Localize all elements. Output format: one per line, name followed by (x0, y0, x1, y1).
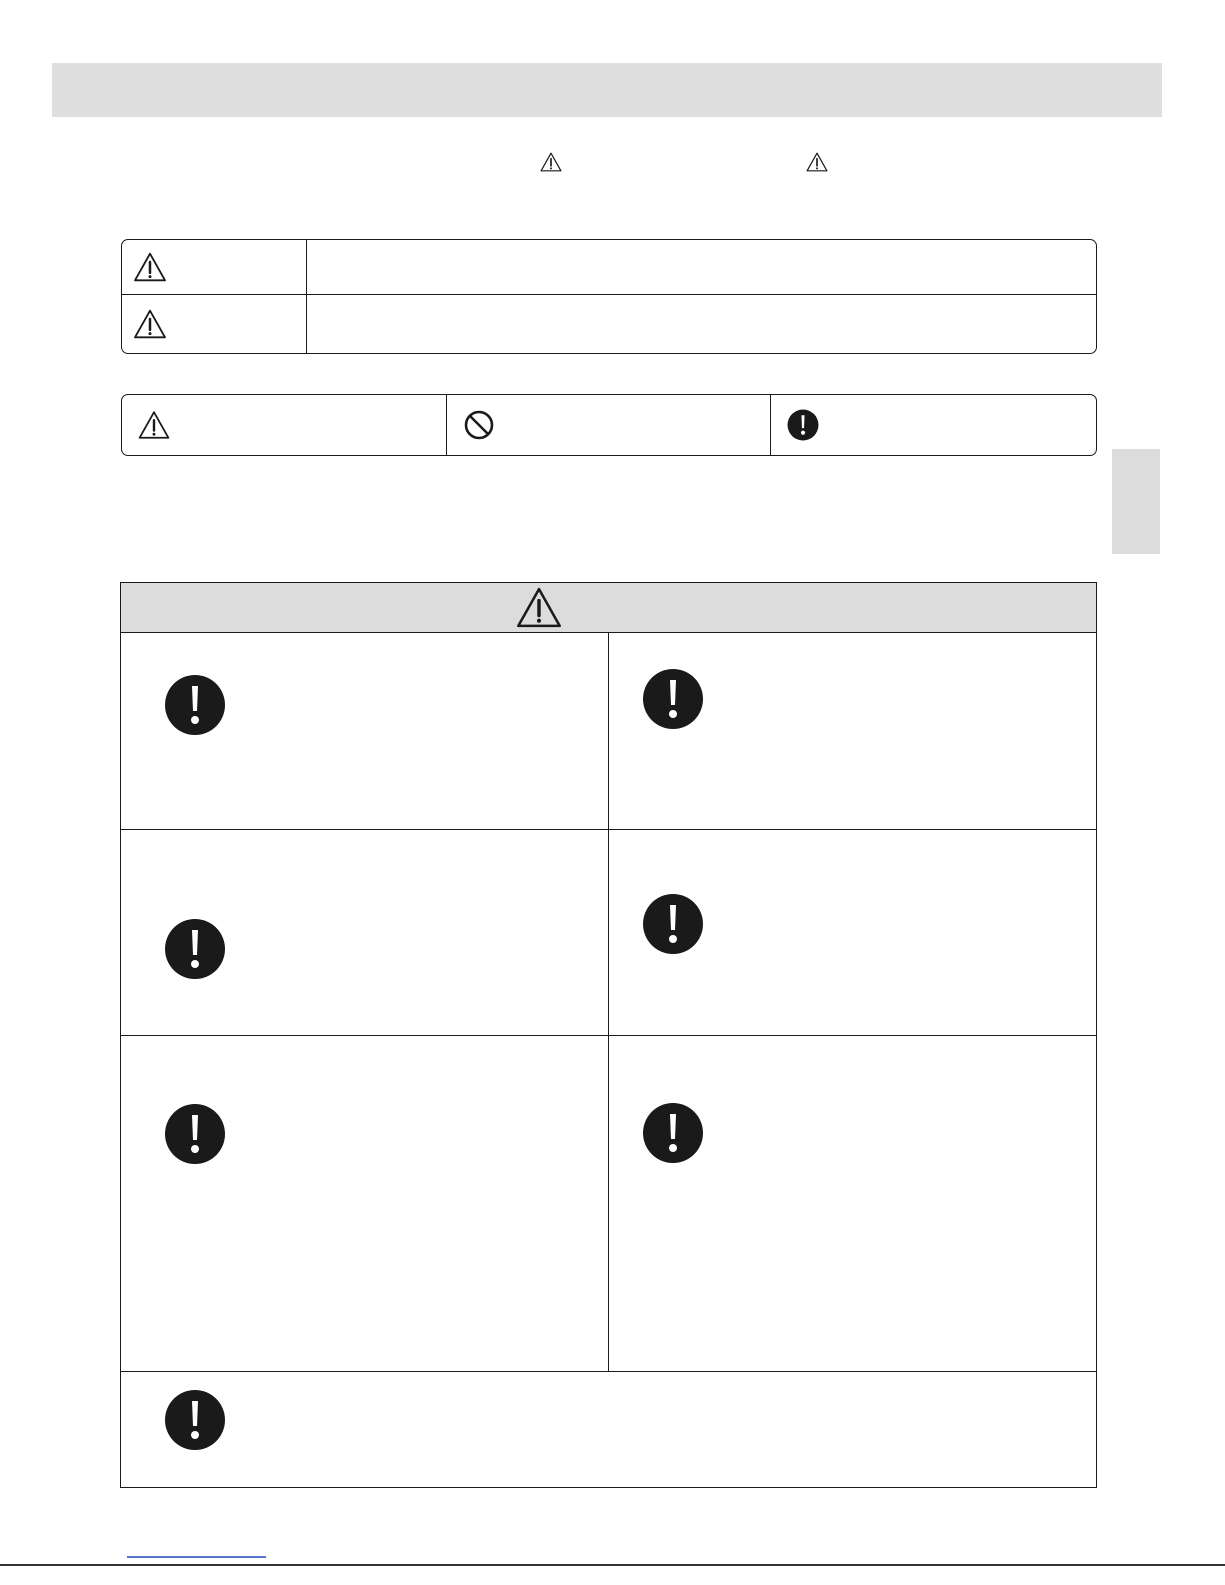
warning-triangle-icon (133, 252, 167, 282)
mandatory-action-icon (642, 668, 704, 730)
warning-table (120, 582, 1097, 1488)
signal-word-legend (121, 239, 1097, 354)
warning-item (609, 633, 1096, 830)
intro-line (0, 152, 1225, 182)
warning-table-header (121, 583, 1096, 633)
warning-item (121, 1036, 609, 1372)
section-tab (1112, 449, 1160, 554)
mandatory-action-icon (787, 409, 819, 441)
mandatory-action-icon (642, 1102, 704, 1164)
prohibited-icon (463, 409, 495, 441)
divider (306, 295, 307, 353)
warning-triangle-icon (540, 152, 562, 172)
mandatory-action-icon (164, 918, 226, 980)
symbol-cell-prohibited (447, 395, 771, 455)
mandatory-action-icon (164, 1103, 226, 1165)
warning-triangle-icon (806, 152, 828, 172)
mandatory-action-icon (164, 674, 226, 736)
warning-triangle-icon (133, 309, 167, 339)
footer-link-underline[interactable] (127, 1556, 266, 1558)
warning-item (609, 830, 1096, 1036)
symbol-cell-mandatory (771, 395, 1095, 455)
warning-item (121, 633, 609, 830)
legend-row (122, 295, 1096, 353)
mandatory-action-icon (642, 893, 704, 955)
footer-rule (0, 1564, 1225, 1566)
legend-row (122, 240, 1096, 295)
symbol-legend (121, 394, 1097, 456)
warning-triangle-icon (516, 586, 562, 629)
warning-item (121, 1372, 1096, 1487)
warning-triangle-icon (138, 409, 170, 441)
divider (306, 240, 307, 294)
symbol-cell-caution (122, 395, 447, 455)
warning-item (609, 1036, 1096, 1372)
warning-item (121, 830, 609, 1036)
mandatory-action-icon (164, 1389, 226, 1451)
header-band (52, 63, 1162, 117)
